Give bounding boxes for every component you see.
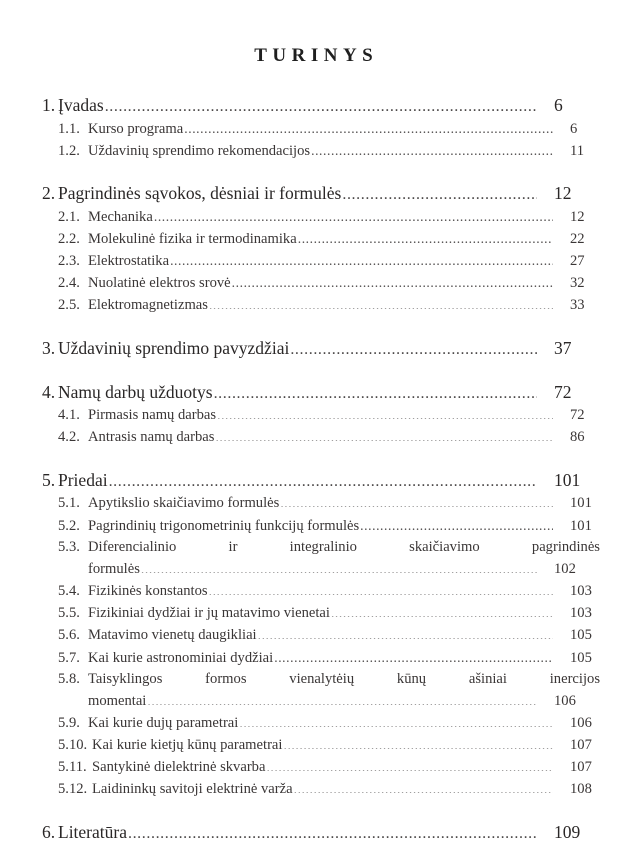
- toc-entry-page: 101: [570, 517, 592, 534]
- toc-entry-number: 5.6.: [58, 627, 80, 644]
- toc-entry-label-group: [58, 119, 183, 141]
- dot-leader: [209, 581, 553, 596]
- toc-entry[interactable]: [42, 820, 600, 845]
- toc-entry-label: Nuolatinė elektros srovė: [88, 275, 231, 292]
- toc-entry-page: 109: [554, 821, 581, 842]
- toc-entry-number: 1.: [42, 95, 56, 115]
- toc-entry-label-group: [58, 493, 279, 515]
- toc-entry[interactable]: [58, 779, 616, 801]
- toc-group: [42, 181, 600, 316]
- toc-entry-number: 3.: [42, 337, 56, 358]
- toc-entry[interactable]: [58, 427, 616, 449]
- toc-entry-page: 102: [554, 561, 576, 578]
- dot-leader: [258, 625, 553, 640]
- toc-entry-page: 103: [570, 583, 592, 600]
- toc-entry-label: Literatūra: [58, 821, 127, 842]
- toc-group: [42, 93, 600, 162]
- toc-entry-number: 5.9.: [58, 715, 80, 732]
- toc-entry[interactable]: [58, 735, 616, 757]
- toc-entry-page: 72: [554, 381, 572, 402]
- toc-entry-label: Pirmasis namų darbas: [88, 407, 217, 424]
- toc-entry[interactable]: [58, 118, 616, 140]
- toc-entry[interactable]: [42, 181, 600, 206]
- toc-entry-number: 5.10.: [58, 737, 88, 754]
- toc-entry[interactable]: [58, 515, 616, 537]
- toc-entry-number: 4.: [42, 381, 56, 402]
- toc-entry-page: 107: [570, 759, 592, 776]
- toc-entry-label: Kai kurie astronominiai dydžiai: [88, 649, 274, 666]
- dot-leader: [215, 427, 553, 442]
- toc-entry-number: 5.: [42, 469, 56, 490]
- dot-leader: [280, 493, 553, 508]
- toc-entry-label-group: [58, 625, 257, 647]
- toc-entry-label: Pagrindinės sąvokos, dėsniai ir formulės: [58, 183, 342, 204]
- toc-entry[interactable]: [58, 625, 616, 647]
- toc-entry-number: 1.1.: [58, 120, 80, 137]
- toc-entry-label: Kai kurie kietjų kūnų parametrai: [92, 737, 283, 754]
- toc-entry-label-continued: momentai: [88, 693, 147, 710]
- dot-leader: [170, 250, 553, 265]
- toc-entry-page: 6: [570, 120, 578, 137]
- toc-entry-label: Kurso programa: [88, 120, 184, 137]
- toc-entry[interactable]: [58, 295, 616, 317]
- dot-leader: [184, 118, 553, 133]
- toc-entry-page: 86: [570, 429, 585, 446]
- dot-leader: [360, 515, 553, 530]
- toc-entry-page: 33: [570, 297, 585, 314]
- toc-entry-number: 5.4.: [58, 583, 80, 600]
- toc-entry-page: 106: [554, 693, 576, 710]
- toc-entry-number: 2.2.: [58, 230, 80, 247]
- toc-entry-page: 108: [570, 781, 592, 798]
- dot-leader: [239, 713, 553, 728]
- dot-leader: [274, 647, 553, 662]
- toc-entry-label-group: [58, 713, 238, 735]
- toc-entry-label: Matavimo vienetų daugikliai: [88, 627, 257, 644]
- toc-entry-page: 11: [570, 142, 585, 159]
- toc-entry-page: 37: [554, 337, 572, 358]
- toc-entry-label-continued: formulės: [88, 561, 140, 578]
- dot-leader: [217, 405, 553, 420]
- toc-entry-label: Mechanika: [88, 208, 153, 225]
- toc-entry-label: Įvadas: [58, 95, 104, 115]
- toc-entry-page: 106: [570, 715, 592, 732]
- toc-entry-number: 2.4.: [58, 275, 80, 292]
- toc-group: [42, 380, 600, 449]
- toc-entry-label: Elektromagnetizmas: [88, 297, 208, 314]
- toc-entry[interactable]: [58, 228, 616, 250]
- toc-entry[interactable]: [58, 140, 616, 162]
- toc-entry[interactable]: [42, 468, 600, 493]
- toc-entry-label: Molekulinė fizika ir termodinamika: [88, 230, 297, 247]
- toc-entry[interactable]: [58, 757, 616, 779]
- dot-leader: [147, 691, 537, 706]
- toc-entry-label-group: [58, 251, 169, 273]
- toc-entry-page: 27: [570, 252, 585, 269]
- toc-entry-number: 4.1.: [58, 407, 80, 424]
- dot-leader: [311, 140, 553, 155]
- toc-list: [0, 93, 627, 845]
- toc-entry-page: 101: [554, 469, 581, 490]
- toc-entry-number: 2.5.: [58, 297, 80, 314]
- toc-entry-number: 5.11.: [58, 759, 87, 776]
- toc-entry[interactable]: [58, 647, 616, 669]
- toc-entry-label-group: [58, 405, 216, 427]
- toc-entry[interactable]: [58, 250, 616, 272]
- dot-leader: [266, 757, 553, 772]
- toc-group: [42, 820, 600, 845]
- toc-entry[interactable]: [42, 93, 600, 118]
- toc-entry-label-group: [42, 93, 104, 118]
- toc-entry-number: 5.2.: [58, 517, 80, 534]
- dot-leader: [154, 206, 553, 221]
- toc-entry-label-group: [42, 336, 289, 361]
- toc-group: [42, 468, 600, 801]
- toc-entry-label: Diferencialinio ir integralinio skaičiavimo pagrindinės: [88, 539, 600, 556]
- toc-entry-label-group: [58, 141, 310, 163]
- toc-entry-label-group: [58, 229, 297, 251]
- dot-leader: [128, 821, 537, 839]
- toc-group: [42, 336, 600, 361]
- toc-entry[interactable]: [58, 603, 616, 625]
- toc-entry-label: Elektrostatika: [88, 252, 170, 269]
- toc-entry[interactable]: [58, 713, 616, 735]
- toc-entry-label-group: [58, 273, 231, 295]
- toc-entry-number: 5.3.: [58, 539, 80, 556]
- toc-entry-label: Santykinė dielektrinė skvarba: [92, 759, 266, 776]
- toc-entry-label-group: [42, 820, 127, 845]
- toc-entry-label-group: [58, 295, 208, 317]
- toc-entry-number: 4.2.: [58, 429, 80, 446]
- toc-entry-page: 105: [570, 627, 592, 644]
- dot-leader: [290, 337, 537, 355]
- toc-entry[interactable]: [58, 272, 616, 294]
- toc-entry-number: 5.7.: [58, 649, 80, 666]
- dot-leader: [141, 559, 537, 574]
- toc-entry-number: 5.1.: [58, 495, 80, 512]
- toc-entry-label-group: [58, 207, 153, 229]
- toc-entry-number: 5.12.: [58, 781, 88, 798]
- toc-entry-number: 2.: [42, 183, 56, 204]
- toc-entry-label-group: [42, 380, 213, 405]
- toc-entry[interactable]: [58, 405, 616, 427]
- toc-entry-label: Fizikiniai dydžiai ir jų matavimo vienetai: [88, 605, 330, 622]
- page-title: TURINYS: [254, 45, 379, 66]
- toc-entry-page: 6: [554, 95, 563, 115]
- toc-entry-label: Laidininkų savitoji elektrinė varža: [92, 781, 293, 798]
- toc-entry-label-group: [42, 468, 108, 493]
- dot-leader: [283, 735, 553, 750]
- toc-entry[interactable]: [58, 537, 600, 581]
- toc-entry-label-group: [58, 735, 282, 757]
- toc-entry-label: Taisyklingos formos vienalytėių kūnų ašiniai inercijos: [88, 671, 600, 687]
- toc-entry-label-group: [58, 779, 293, 801]
- toc-entry[interactable]: [58, 493, 616, 515]
- toc-entry-label: Apytikslio skaičiavimo formulės: [88, 495, 280, 512]
- toc-entry-label-group: [58, 648, 273, 670]
- toc-entry-number: 2.1.: [58, 208, 80, 225]
- dot-leader: [331, 603, 553, 618]
- toc-entry-label: Antrasis namų darbas: [88, 429, 215, 446]
- toc-entry[interactable]: [58, 581, 616, 603]
- toc-entry-page: 105: [570, 649, 592, 666]
- toc-entry-number: 2.3.: [58, 252, 80, 269]
- toc-entry-label: Uždavinių sprendimo pavyzdžiai: [58, 337, 290, 358]
- toc-entry[interactable]: [58, 206, 616, 228]
- toc-entry-label-group: [58, 603, 330, 625]
- toc-entry-label: Pagrindinių trigonometrinių funkcijų formulės: [88, 517, 360, 534]
- toc-entry-number: 5.8.: [58, 671, 80, 687]
- dot-leader: [294, 779, 553, 794]
- toc-entry-page: 101: [570, 495, 592, 512]
- toc-entry[interactable]: [58, 669, 600, 713]
- toc-entry-label: Uždavinių sprendimo rekomendacijos: [88, 142, 311, 159]
- toc-entry[interactable]: [42, 336, 600, 361]
- toc-entry-number: 5.5.: [58, 605, 80, 622]
- toc-entry-label-group: [58, 757, 265, 779]
- toc-entry-page: 103: [570, 605, 592, 622]
- dot-leader: [105, 94, 537, 112]
- dot-leader: [298, 228, 553, 243]
- toc-entry-label: Fizikinės konstantos: [88, 583, 208, 600]
- toc-entry-label: Kai kurie dujų parametrai: [88, 715, 239, 732]
- toc-entry-label-group: [58, 516, 359, 538]
- toc-entry-label-group: [42, 181, 341, 206]
- toc-entry-label: Priedai: [58, 469, 108, 490]
- dot-leader: [342, 182, 537, 200]
- toc-entry-page: 32: [570, 275, 585, 292]
- toc-entry-number: 1.2.: [58, 142, 80, 159]
- dot-leader: [214, 381, 537, 399]
- toc-entry-page: 107: [570, 737, 592, 754]
- toc-entry-page: 12: [554, 183, 572, 204]
- toc-entry-label-group: [58, 427, 214, 449]
- toc-entry-page: 12: [570, 208, 585, 225]
- dot-leader: [109, 469, 537, 487]
- toc-entry-number: 6.: [42, 821, 56, 842]
- toc-entry-page: 22: [570, 230, 585, 247]
- dot-leader: [209, 295, 553, 310]
- dot-leader: [232, 272, 553, 287]
- toc-entry-label: Namų darbų užduotys: [58, 381, 213, 402]
- toc-entry[interactable]: [42, 380, 600, 405]
- toc-entry-page: 72: [570, 407, 585, 424]
- toc-entry-label-group: [58, 581, 208, 603]
